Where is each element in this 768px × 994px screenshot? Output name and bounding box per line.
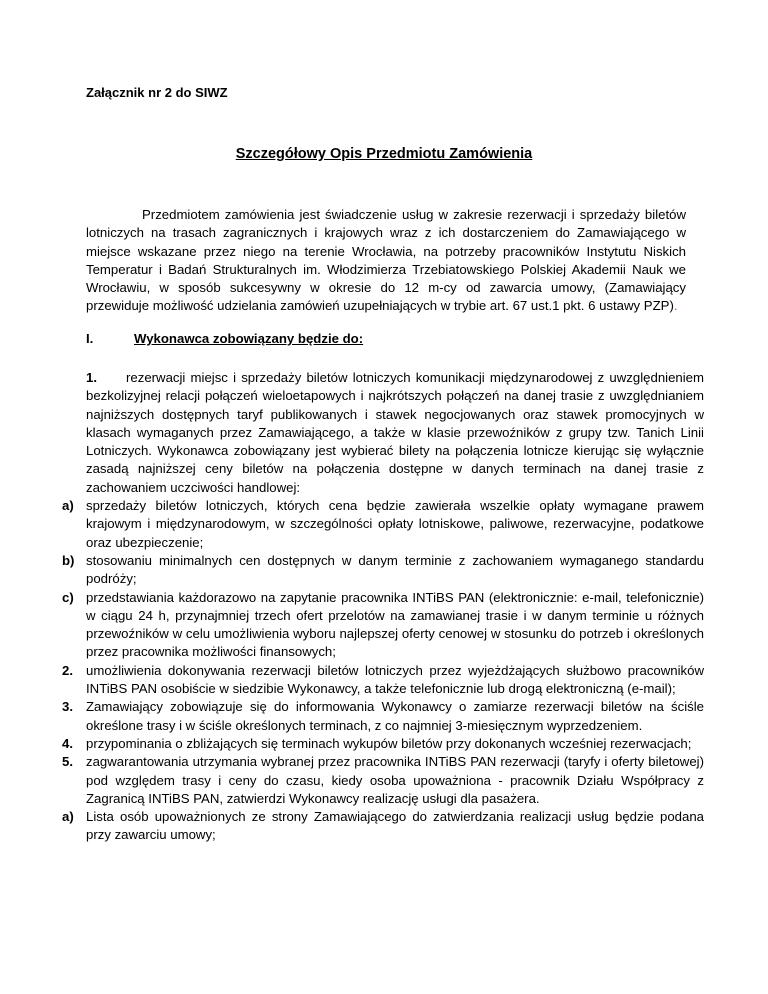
list-item-text: przedstawiania każdorazowo na zapytanie pracownika INTiBS PAN (elektronicznie: e-mail, telefonicznie) w ciągu 24 h, przynajmniej trzech ofert przelotów na zamawianej trasie i w danym terminie u różnych przewoźników w celu umożliwienia wyboru najlepszej oferty cenowej w stosunku do potrzeb i określonych przez pracownika możliwości finansowych; <box>86 589 704 660</box>
intro-paragraph <box>86 206 686 316</box>
list-item-marker: 1. <box>86 370 97 385</box>
list-item-marker: a) <box>62 809 74 825</box>
list-item <box>62 497 704 552</box>
obligations-list <box>62 369 704 845</box>
list-item-marker: 5. <box>62 754 73 770</box>
list-item-text: sprzedaży biletów lotniczych, których cena będzie zawierała wszelkie opłaty wymagane prawem krajowym i międzynarodowym, w szczególności opłaty lotniskowe, paliwowe, rezerwacyjne, podatkowe oraz ubezpieczenie; <box>86 498 704 550</box>
list-item-text: rezerwacji miejsc i sprzedaży biletów lotniczych komunikacji międzynarodowej z uwzględnieniem bezkolizyjnej relacji połączeń wieloetapowych i najkrótszych połączeń na danej trasie z uwzględnianiem najniższych dostępnych taryf publikowanych i stawek negocjowanych oraz stawek promocyjnych w klasach wymaganych przez Zamawiającego, a także w klasie przewoźników z grupy tzw. Tanich Linii Lotniczych. Wykonawca zobowiązany jest wybierać bilety na połączenia lotnicze kierując się wyłącznie zasadą najniższej ceny biletów na połączenia dostępne w danych terminach na danej trasie z zachowaniem uczciwości handlowej: <box>86 370 704 495</box>
list-item <box>62 698 704 735</box>
list-item-marker: c) <box>62 589 74 605</box>
intro-end-dot: . <box>673 298 678 314</box>
list-item-marker: 4. <box>62 735 73 751</box>
list-item <box>62 589 704 662</box>
section-heading <box>86 331 363 346</box>
list-item-marker: 2. <box>62 662 73 678</box>
annex-label: Załącznik nr 2 do SIWZ <box>86 85 228 100</box>
list-item-text: Zamawiający zobowiązuje się do informowania Wykonawcy o zamiarze rezerwacji biletów na ściśle określone trasy i w ściśle określonych terminach, z co najmniej 3-miesięcznym wyprzedzeniem. <box>86 699 704 733</box>
list-item <box>62 369 704 497</box>
list-item-text: Lista osób upoważnionych ze strony Zamawiającego do zatwierdzania realizacji usług będzie podana przy zawarciu umowy; <box>86 809 704 843</box>
list-item <box>62 735 704 753</box>
list-item-marker: a) <box>62 498 74 514</box>
list-item-text: zagwarantowania utrzymania wybranej przez pracownika INTiBS PAN rezerwacji (taryfy i oferty biletowej) pod względem trasy i ceny do czasu, kiedy osoba upoważniona - pracownik Działu Współpracy z Zagranicą INTiBS PAN, zatwierdzi Wykonawcy realizację usługi dla pasażera. <box>86 754 704 806</box>
list-item-text: umożliwienia dokonywania rezerwacji biletów lotniczych przez wyjeżdżających służbowo pracowników INTiBS PAN osobiście w siedzibie Wykonawcy, a także telefonicznie lub drogą elektroniczną (e-mail); <box>86 662 704 697</box>
list-item <box>62 753 704 808</box>
list-item <box>62 808 704 845</box>
list-item <box>62 552 704 589</box>
section-number: I. <box>86 331 94 346</box>
intro-text: Przedmiotem zamówienia jest świadczenie usług w zakresie rezerwacji i sprzedaży biletów lotniczych na trasach zagranicznych i krajowych wraz z ich dostarczeniem do Zamawiającego w miejsce wskazane przez niego na terenie Wrocławia, na potrzeby pracowników Instytutu Niskich Temperatur i Badań Strukturalnych im. Włodzimierza Trzebiatowskiego Polskiej Akademii Nauk we Wrocławiu, w sposób sukcesywny w okresie do 12 m-cy od zawarcia umowy, (Zamawiający przewiduje możliwość udzielania zamówień uzupełniających w trybie art. 67 ust.1 pkt. 6 ustawy PZP) <box>86 207 686 314</box>
list-item-text: przypominania o zbliżających się terminach wykupów biletów przy dokonanych wcześniej rezerwacjach; <box>86 735 692 751</box>
document-title: Szczegółowy Opis Przedmiotu Zamówienia <box>235 146 533 162</box>
list-item-marker: b) <box>62 552 75 568</box>
list-item-text: stosowaniu minimalnych cen dostępnych w danym terminie z zachowaniem wymaganego standardu podróży; <box>86 552 704 587</box>
list-item-marker: 3. <box>62 699 73 715</box>
section-label: Wykonawca zobowiązany będzie do: <box>134 331 364 346</box>
list-item <box>62 662 704 699</box>
